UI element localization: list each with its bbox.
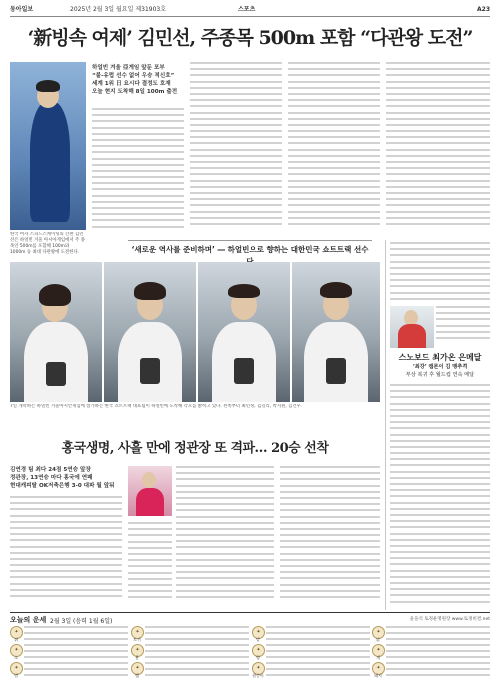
horoscope-sign: ✦ 닭	[372, 625, 490, 643]
zodiac-icon: ✦	[372, 644, 385, 657]
zodiac-icon: ✦	[10, 662, 23, 675]
section-label: 스포츠	[238, 6, 256, 13]
zodiac-icon: ✦	[252, 644, 265, 657]
horoscope-sign: ✦ 돼지	[372, 661, 490, 679]
second-body-col-1b	[128, 522, 172, 606]
zodiac-icon: ✦	[252, 662, 265, 675]
horoscope-sign: ✦ 토끼	[131, 625, 249, 643]
horoscope-sign: ✦ 개	[372, 643, 490, 661]
athlete-photo-3	[198, 262, 290, 402]
horoscope-source: 윤을석 토정운명원장 www.토정비결.net	[409, 617, 490, 622]
zodiac-icon: ✦	[372, 662, 385, 675]
zodiac-icon: ✦	[131, 662, 144, 675]
athlete-photo-1	[10, 262, 102, 402]
horoscope-sign: ✦ 원숭이	[252, 661, 370, 679]
subhead: 정관장, 13연승 마다 홍국에 연패	[10, 475, 93, 481]
main-body-col-4	[386, 62, 490, 234]
column-divider	[385, 240, 386, 610]
horoscope-sign: ✦ 뱀	[131, 661, 249, 679]
right-body-upper	[390, 242, 490, 302]
main-body-col-3	[288, 62, 380, 234]
horoscope-sign: ✦ 양	[252, 643, 370, 661]
snowboard-photo	[390, 306, 434, 348]
snowboard-caption	[436, 306, 490, 348]
sidebar-body	[390, 384, 490, 608]
main-body-col-1	[92, 108, 184, 234]
subhead: 하얼빈 겨울 亞게임 앞둔 포부	[92, 65, 165, 71]
horoscope-section	[10, 612, 490, 689]
second-body-col-1	[10, 496, 122, 606]
subhead: “불-유럽 선수 없어 우승 적신호”	[92, 73, 175, 79]
subhead: 오늘 현지 도착해 8일 100m 출전	[92, 89, 178, 95]
zodiac-icon: ✦	[131, 626, 144, 639]
main-headline: ‘新빙속 여제’ 김민선, 주종목 500m 포함 “다관왕 도전”	[27, 27, 473, 49]
subhead: 현대캐피탈 OK저축은행 3-0 대파 월 앞둬	[10, 483, 115, 489]
athlete-photo-2	[104, 262, 196, 402]
paper-name: 동아일보	[10, 6, 34, 13]
zodiac-icon: ✦	[10, 644, 23, 657]
main-body-col-2	[190, 62, 282, 234]
horoscope-date: 2월 3일 (음력 1월 6일)	[50, 618, 113, 625]
zodiac-icon: ✦	[131, 644, 144, 657]
feature-title: ‘새로운 역사를 준비하며’ ― 하얼빈으로 향하는 대한민국 쇼트트랙 선수	[131, 245, 369, 254]
feature-caption: 7일 개막하는 하얼빈 겨울아시안게임에 참가하는 한국 쇼트트랙 대표팀이 하얼빈에 도착해 각오를 밝히고 있다. 왼쪽부터 최민정, 김길리, 박지원, 김건우.	[10, 404, 303, 409]
volleyball-photo	[128, 466, 172, 516]
page-number: A23	[477, 6, 490, 13]
second-headline: 홍국생명, 사흘 만에 정관장 또 격파… 20승 선착	[61, 441, 329, 456]
horoscope-sign: ✦ 소	[10, 643, 128, 661]
athlete-photo-4	[292, 262, 380, 402]
sidebar-subhead: ‘최강’ 캠론이 김 맹추격	[412, 364, 468, 370]
zodiac-icon: ✦	[252, 626, 265, 639]
sidebar-headline: 스노보드 최가온 은메달	[398, 353, 482, 362]
zodiac-icon: ✦	[10, 626, 23, 639]
second-body-col-3	[280, 466, 380, 606]
feature-box-rule	[128, 240, 372, 241]
second-body-col-2	[176, 466, 274, 606]
masthead	[10, 4, 490, 17]
sidebar-subhead-2: 부상 복귀 후 월드컵 연속 메달	[405, 372, 475, 378]
main-photo	[10, 62, 86, 230]
horoscope-sign: ✦ 용	[131, 643, 249, 661]
subhead: 김연경 팀 최다 24점 5연승 앞장	[10, 467, 91, 473]
horoscope-sign: ✦ 범	[10, 661, 128, 679]
zodiac-icon: ✦	[372, 626, 385, 639]
issue-date: 2025년 2월 3일 월요일 제31903호	[70, 6, 167, 13]
subhead: 세계 1위 日 요시다 결정도 호재	[92, 81, 171, 87]
main-subheads	[92, 64, 188, 96]
second-subheads	[10, 466, 128, 490]
horoscope-sign: ✦ 쥐	[10, 625, 128, 643]
main-photo-caption: 한국 여자 스피드스케이팅의 간판 김민선은 하얼빈 겨울 아시아게임에서 주 종목인 500m를 포함해 100m와 1000m 등 최대 다관왕에 도전한다.	[10, 232, 85, 255]
horoscope-sign: ✦ 말	[252, 625, 370, 643]
horoscope-title: 오늘의 운세	[10, 616, 47, 624]
